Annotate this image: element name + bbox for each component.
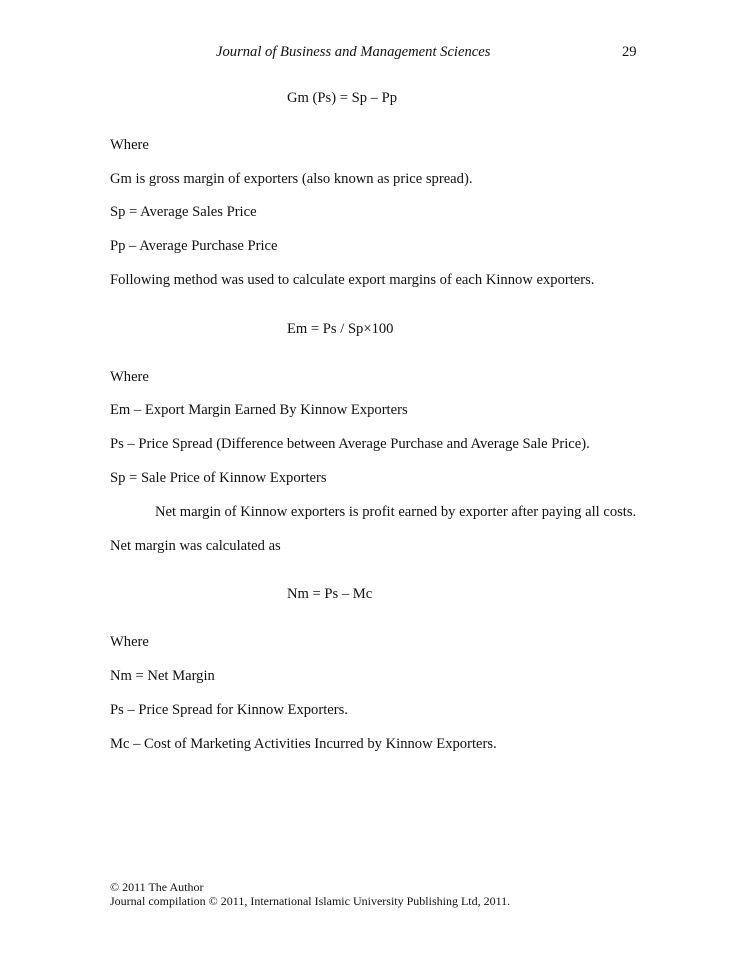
journal-title: Journal of Business and Management Sciences [216,44,491,60]
definition-ps-kinnow: Ps – Price Spread for Kinnow Exporters. [110,702,348,718]
net-margin-intro: Net margin was calculated as [110,538,281,554]
definition-em: Em – Export Margin Earned By Kinnow Exporters [110,402,408,418]
copyright-line: © 2011 The Author [110,880,204,894]
where-label: Where [110,634,149,650]
page-number: 29 [622,44,637,60]
formula-net-margin: Nm = Ps – Mc [287,586,373,602]
where-label: Where [110,369,149,385]
method-paragraph: Following method was used to calculate export margins of each Kinnow exporters. [110,272,595,288]
definition-ps-spread: Ps – Price Spread (Difference between Average Purchase and Average Sale Price). [110,436,590,452]
where-label: Where [110,137,149,153]
definition-nm: Nm = Net Margin [110,668,215,684]
definition-mc: Mc – Cost of Marketing Activities Incurred by Kinnow Exporters. [110,736,497,752]
net-margin-paragraph: Net margin of Kinnow exporters is profit earned by exporter after paying all costs. [155,504,637,520]
definition-sp-sale: Sp = Sale Price of Kinnow Exporters [110,470,327,486]
definition-gm: Gm is gross margin of exporters (also known as price spread). [110,171,473,187]
definition-sp-sales: Sp = Average Sales Price [110,204,257,220]
formula-gross-margin: Gm (Ps) = Sp – Pp [287,90,398,106]
formula-export-margin: Em = Ps / Sp×100 [287,321,394,337]
definition-pp: Pp – Average Purchase Price [110,238,278,254]
journal-compilation-line: Journal compilation © 2011, International Islamic University Publishing Ltd, 2011. [110,894,511,908]
